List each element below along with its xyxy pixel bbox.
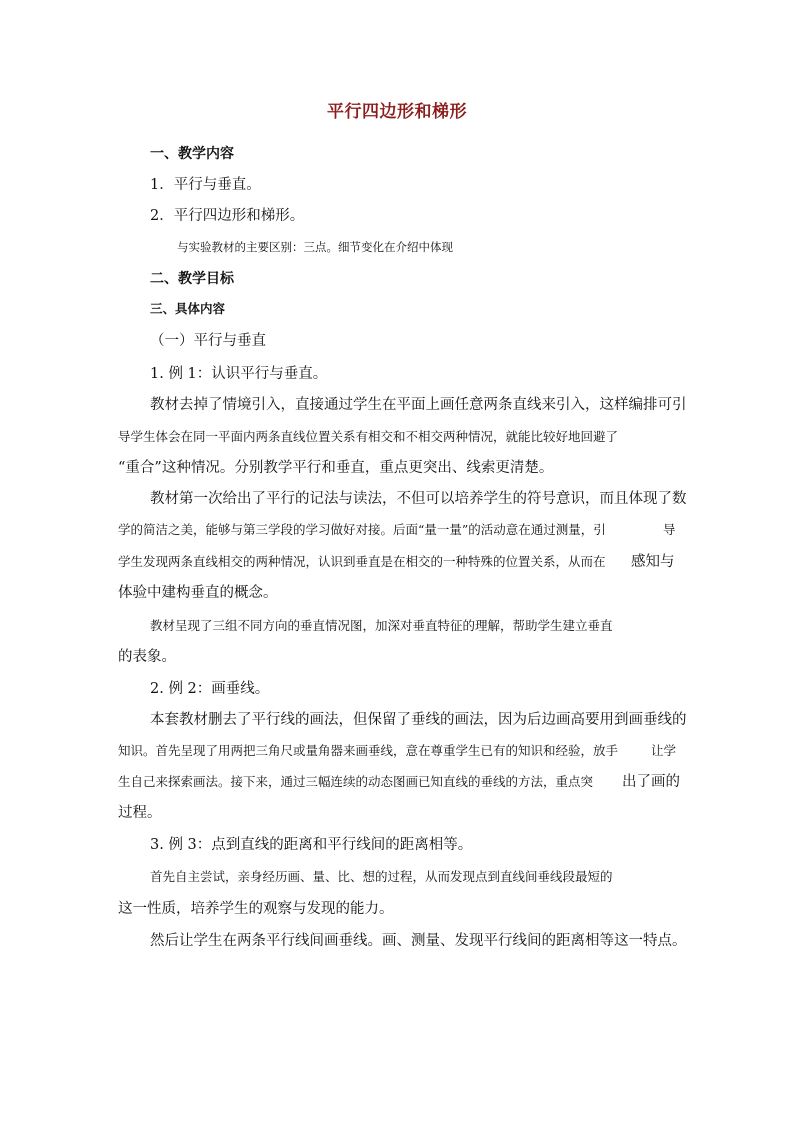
paragraph-line: 教材第一次给出了平行的记法与读法，不但可以培养学生的符号意识，而且体现了数 bbox=[150, 491, 687, 507]
paragraph-line: 让学 bbox=[651, 743, 677, 758]
example-heading: 3. 例 3：点到直线的距离和平行线间的距离相等。 bbox=[150, 837, 473, 853]
paragraph-line: 的表象。 bbox=[118, 649, 176, 665]
list-item: 1．平行与垂直。 bbox=[150, 177, 261, 193]
paragraph-line: 知识。首先呈现了用两把三角尺或量角器来画垂线，意在尊重学生已有的知识和经验，放手 bbox=[118, 743, 619, 758]
paragraph-line: 导学生体会在同一平面内两条直线位置关系有相交和不相交两种情况，就能比较好地回避了 bbox=[118, 429, 619, 444]
subsection-heading: （一）平行与垂直 bbox=[150, 333, 266, 349]
paragraph-line: 体验中建构垂直的概念。 bbox=[118, 585, 278, 601]
paragraph-line: 学生发现两条直线相交的两种情况，认识到垂直是在相交的一种特殊的位置关系，从而在 bbox=[118, 554, 606, 569]
paragraph-line: 教材去掉了情境引入，直接通过学生在平面上画任意两条直线来引入，这样编排可引 bbox=[150, 397, 687, 413]
list-item: 2．平行四边形和梯形。 bbox=[150, 208, 305, 224]
paragraph-line: 导 bbox=[663, 522, 676, 537]
example-heading: 2. 例 2：画垂线。 bbox=[150, 681, 270, 697]
paragraph-line: 出了画的 bbox=[622, 774, 680, 790]
paragraph-line: 感知与 bbox=[631, 554, 675, 570]
paragraph-line: 学的简洁之美，能够与第三学段的学习做好对接。后面“量一量”的活动意在通过测量，引 bbox=[118, 522, 606, 537]
section-heading-details: 三、具体内容 bbox=[150, 301, 226, 316]
section-heading-goals: 二、教学目标 bbox=[150, 271, 234, 287]
paragraph-line: 首先自主尝试，亲身经历画、量、比、想的过程，从而发现点到直线间垂线段最短的 bbox=[150, 869, 613, 884]
paragraph-line: “重合”这种情况。分别教学平行和垂直，重点更突出、线索更清楚。 bbox=[118, 460, 554, 476]
note-text: 与实验教材的主要区别：三点。细节变化在介绍中体现 bbox=[177, 240, 453, 254]
paragraph-line: 教材呈现了三组不同方向的垂直情况图，加深对垂直特征的理解，帮助学生建立垂直 bbox=[150, 618, 613, 633]
example-heading: 1. 例 1：认识平行与垂直。 bbox=[150, 366, 328, 382]
paragraph-line: 这一性质，培养学生的观察与发现的能力。 bbox=[118, 901, 394, 917]
paragraph-line: 然后让学生在两条平行线间画垂线。画、测量、发现平行线间的距离相等这一特点。 bbox=[150, 933, 687, 949]
section-heading-content: 一、教学内容 bbox=[150, 146, 234, 162]
paragraph-line: 本套教材删去了平行线的画法，但保留了垂线的画法，因为后边画高要用到画垂线的 bbox=[150, 712, 687, 728]
paragraph-line: 过程。 bbox=[118, 805, 162, 821]
paragraph-line: 生自己来探索画法。接下来，通过三幅连续的动态图画已知直线的垂线的方法，重点突 bbox=[118, 774, 594, 789]
page-title: 平行四边形和梯形 bbox=[327, 102, 467, 122]
